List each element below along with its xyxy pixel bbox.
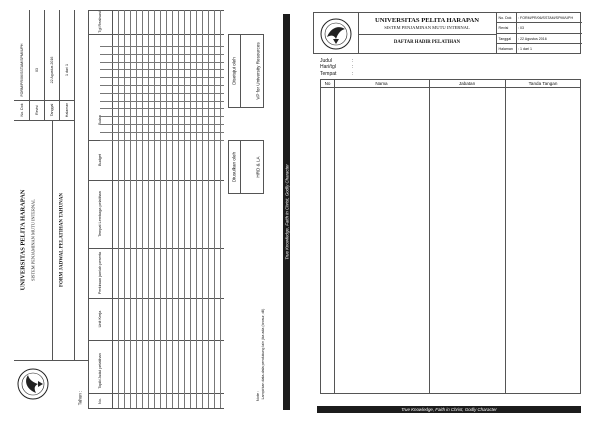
- disetujui-value: VP for University Resources: [255, 42, 261, 100]
- col-header-tempat: Tempat Lembaga pelatihan: [98, 191, 102, 237]
- left-form-title: FORM JADWAL PELATIHAN TAHUNAN: [59, 192, 65, 288]
- table-col-boundary: [88, 180, 224, 181]
- meta-row: [497, 34, 582, 44]
- logo-title-divider: [14, 360, 88, 361]
- meta-col-line: [59, 10, 60, 120]
- left-content: [0, 0, 290, 424]
- left-meta-label: Tanggal: [49, 103, 54, 117]
- meta-label: Tanggal: [498, 36, 512, 41]
- meta-col-line: [44, 10, 45, 120]
- meta-value: : FORM/PR/06/SSTAM/SPMI/UPH: [518, 16, 574, 20]
- field-colon: :: [352, 70, 354, 77]
- left-meta-label: No. Dok: [19, 103, 24, 117]
- right-motto-text: True Knowledge, Faith in Christ, Godly Character: [401, 407, 497, 412]
- col-header-perkiraan: Perkiraan jumlah peserta: [98, 251, 102, 295]
- meta-label: No. Dok: [498, 16, 512, 20]
- table-col-boundary: [88, 140, 224, 141]
- field-label: Judul: [320, 58, 332, 64]
- meta-divider: [516, 23, 517, 33]
- right-meta-table: [496, 13, 582, 54]
- meta-label: Halaman: [498, 46, 513, 51]
- title-inner-line: [52, 120, 53, 360]
- meta-label-divider: [14, 100, 74, 101]
- diusulkan-value: HRD & LA: [255, 156, 261, 178]
- table-col-boundary: [88, 10, 224, 11]
- left-meta-value: 1 dari 1: [64, 64, 69, 76]
- diusulkan-label: Diusulkan oleh: [231, 151, 237, 183]
- col-header-tgl: Tgl Realisasi: [98, 11, 102, 33]
- left-meta-label: Halaman: [64, 102, 69, 118]
- left-meta-value: 22 Agustus 2016: [49, 56, 54, 84]
- meta-value: : 22 Agustus 2016: [518, 36, 547, 41]
- right-motto-bar: [317, 406, 581, 413]
- right-page-daftar-hadir: [286, 0, 600, 424]
- table-left-line: [88, 10, 89, 408]
- uph-logo-icon: [16, 367, 50, 401]
- col-header-unit: Unit Kerja: [98, 310, 102, 328]
- left-university-name: UNIVERSITAS PELITA HARAPAN: [19, 189, 27, 291]
- left-meta-value: 03: [34, 68, 39, 72]
- note-text: Lampirkan data-data pendukung lain jika ada (brosur, dll): [261, 308, 265, 400]
- col-no-header: No: [324, 80, 331, 86]
- meta-value: : 03: [518, 26, 524, 31]
- field-colon: :: [352, 64, 354, 71]
- right-header: [313, 12, 581, 54]
- meta-row: [497, 13, 582, 23]
- table-col-boundary: [88, 408, 224, 409]
- right-title-divider: [358, 34, 496, 35]
- field-label: Tempat: [320, 70, 337, 77]
- col-header-topik: Topik/Judul pelatihan: [98, 353, 102, 389]
- col-jabatan-header: Jabatan: [458, 80, 476, 86]
- col-tanda-tangan-header: Tanda Tangan: [528, 80, 558, 86]
- meta-row: [497, 44, 582, 54]
- meta-divider: [516, 34, 517, 44]
- field-colon: :: [352, 58, 354, 64]
- meta-divider: [516, 44, 517, 54]
- right-logo-cell: [314, 13, 359, 54]
- left-meta-label: Revisi: [34, 105, 39, 115]
- left-system-name: SISTEM PENJAMINAN MUTU INTERNAL: [30, 199, 36, 281]
- meta-value: : 1 dari 1: [518, 46, 532, 51]
- col-divider-2: [429, 80, 430, 394]
- meta-label: Revisi: [498, 26, 509, 31]
- field-label: Hari/tgl: [320, 64, 336, 71]
- header-title-side-line: [74, 10, 75, 360]
- table-col-boundary: [88, 248, 224, 249]
- left-tahun-label: Tahun :: [77, 390, 83, 406]
- col-header-budget: Budget: [98, 153, 102, 167]
- diusulkan-inner-line: [240, 140, 241, 194]
- left-meta-value: FORM/PR/06/SSTAM/SPMI/UPH: [19, 43, 24, 97]
- disetujui-label: Disetujui oleh: [231, 57, 237, 85]
- table-col-boundary: [88, 298, 224, 299]
- note-title: Note :: [256, 390, 260, 402]
- right-university-name: UNIVERSITAS PELITA HARAPAN: [374, 17, 480, 24]
- uph-logo-icon: [319, 17, 353, 51]
- col-nama-header: Nama: [375, 80, 388, 86]
- table-col-boundary: [88, 34, 224, 35]
- disetujui-inner-line: [240, 34, 241, 108]
- meta-col-line: [29, 10, 30, 120]
- title-meta-divider: [14, 120, 74, 121]
- table-col-boundary: [88, 393, 224, 394]
- col-divider-3: [505, 80, 506, 394]
- table-col-boundary: [88, 340, 224, 341]
- col-header-bulan: Bulan: [98, 115, 102, 125]
- attendance-table: [320, 79, 581, 394]
- left-motto-text: True Knowledge, Faith in Christ, Godly Character: [284, 164, 289, 260]
- right-form-title: DAFTAR HADIR PELATIHAN: [393, 40, 461, 45]
- meta-divider: [516, 13, 517, 23]
- meta-row: [497, 23, 582, 33]
- col-header-no: No.: [98, 397, 102, 404]
- col-divider-1: [334, 80, 335, 394]
- right-system-name: SISTEM PENJAMINAN MUTU INTERNAL: [384, 25, 470, 30]
